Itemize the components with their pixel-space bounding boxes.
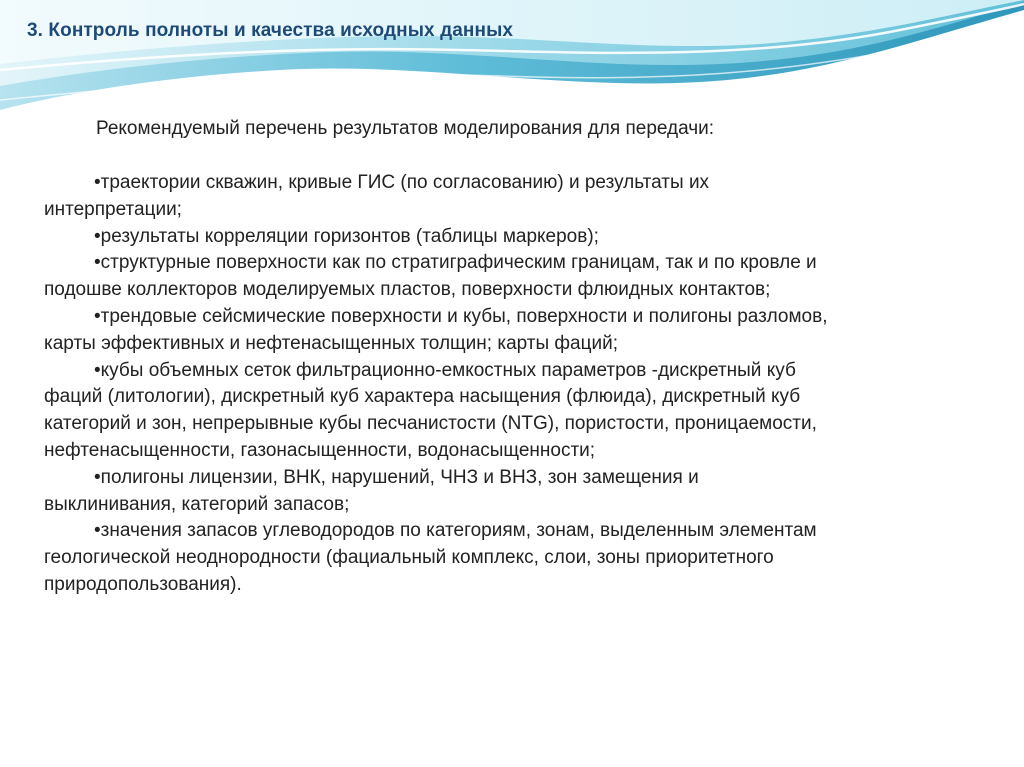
bullet-item <box>44 465 984 519</box>
intro-text: Рекомендуемый перечень результатов моделирования для передачи: <box>96 118 715 139</box>
bullet-line: выклинивания, категорий запасов; <box>44 493 350 515</box>
bullet-line: •структурные поверхности как по стратиграфическим границам, так и по кровле и <box>94 252 817 274</box>
bullet-line: •трендовые сейсмические поверхности и кубы, поверхности и полигоны разломов, <box>94 305 828 327</box>
bullet-line: карты эффективных и нефтенасыщенных толщин; карты фаций; <box>44 332 619 354</box>
bullet-line: •результаты корреляции горизонтов (таблицы маркеров); <box>94 225 599 247</box>
bullet-item <box>44 358 984 465</box>
bullet-item <box>44 518 984 598</box>
bullet-item <box>44 250 984 304</box>
bullet-line: нефтенасыщенности, газонасыщенности, водонасыщенности; <box>44 439 596 461</box>
bullet-line: категорий и зон, непрерывные кубы песчанистости (NTG), пористости, проницаемости, <box>44 413 817 435</box>
bullet-item <box>44 170 984 224</box>
bullet-line: интерпретации; <box>44 198 182 220</box>
bullet-item <box>44 224 984 251</box>
slide-title: 3. Контроль полноты и качества исходных данных <box>27 20 514 41</box>
bullet-line: фаций (литологии), дискретный куб характера насыщения (флюида), дискретный куб <box>44 386 801 408</box>
bullet-item <box>44 304 984 358</box>
bullet-line: природопользования). <box>44 573 242 595</box>
bullet-line: •траектории скважин, кривые ГИС (по согласованию) и результаты их <box>94 172 710 193</box>
bullet-line: •кубы объемных сеток фильтрационно-емкостных параметров -дискретный куб <box>94 359 796 381</box>
bullet-list <box>44 170 984 599</box>
bullet-line: геологической неоднородности (фациальный комплекс, слои, зоны приоритетного <box>44 547 774 569</box>
bullet-line: подошве коллекторов моделируемых пластов, поверхности флюидных контактов; <box>44 279 771 301</box>
bullet-line: •значения запасов углеводородов по категориям, зонам, выделенным элементам <box>94 520 817 542</box>
bullet-line: •полигоны лицензии, ВНК, нарушений, ЧНЗ и ВНЗ, зон замещения и <box>94 466 699 488</box>
